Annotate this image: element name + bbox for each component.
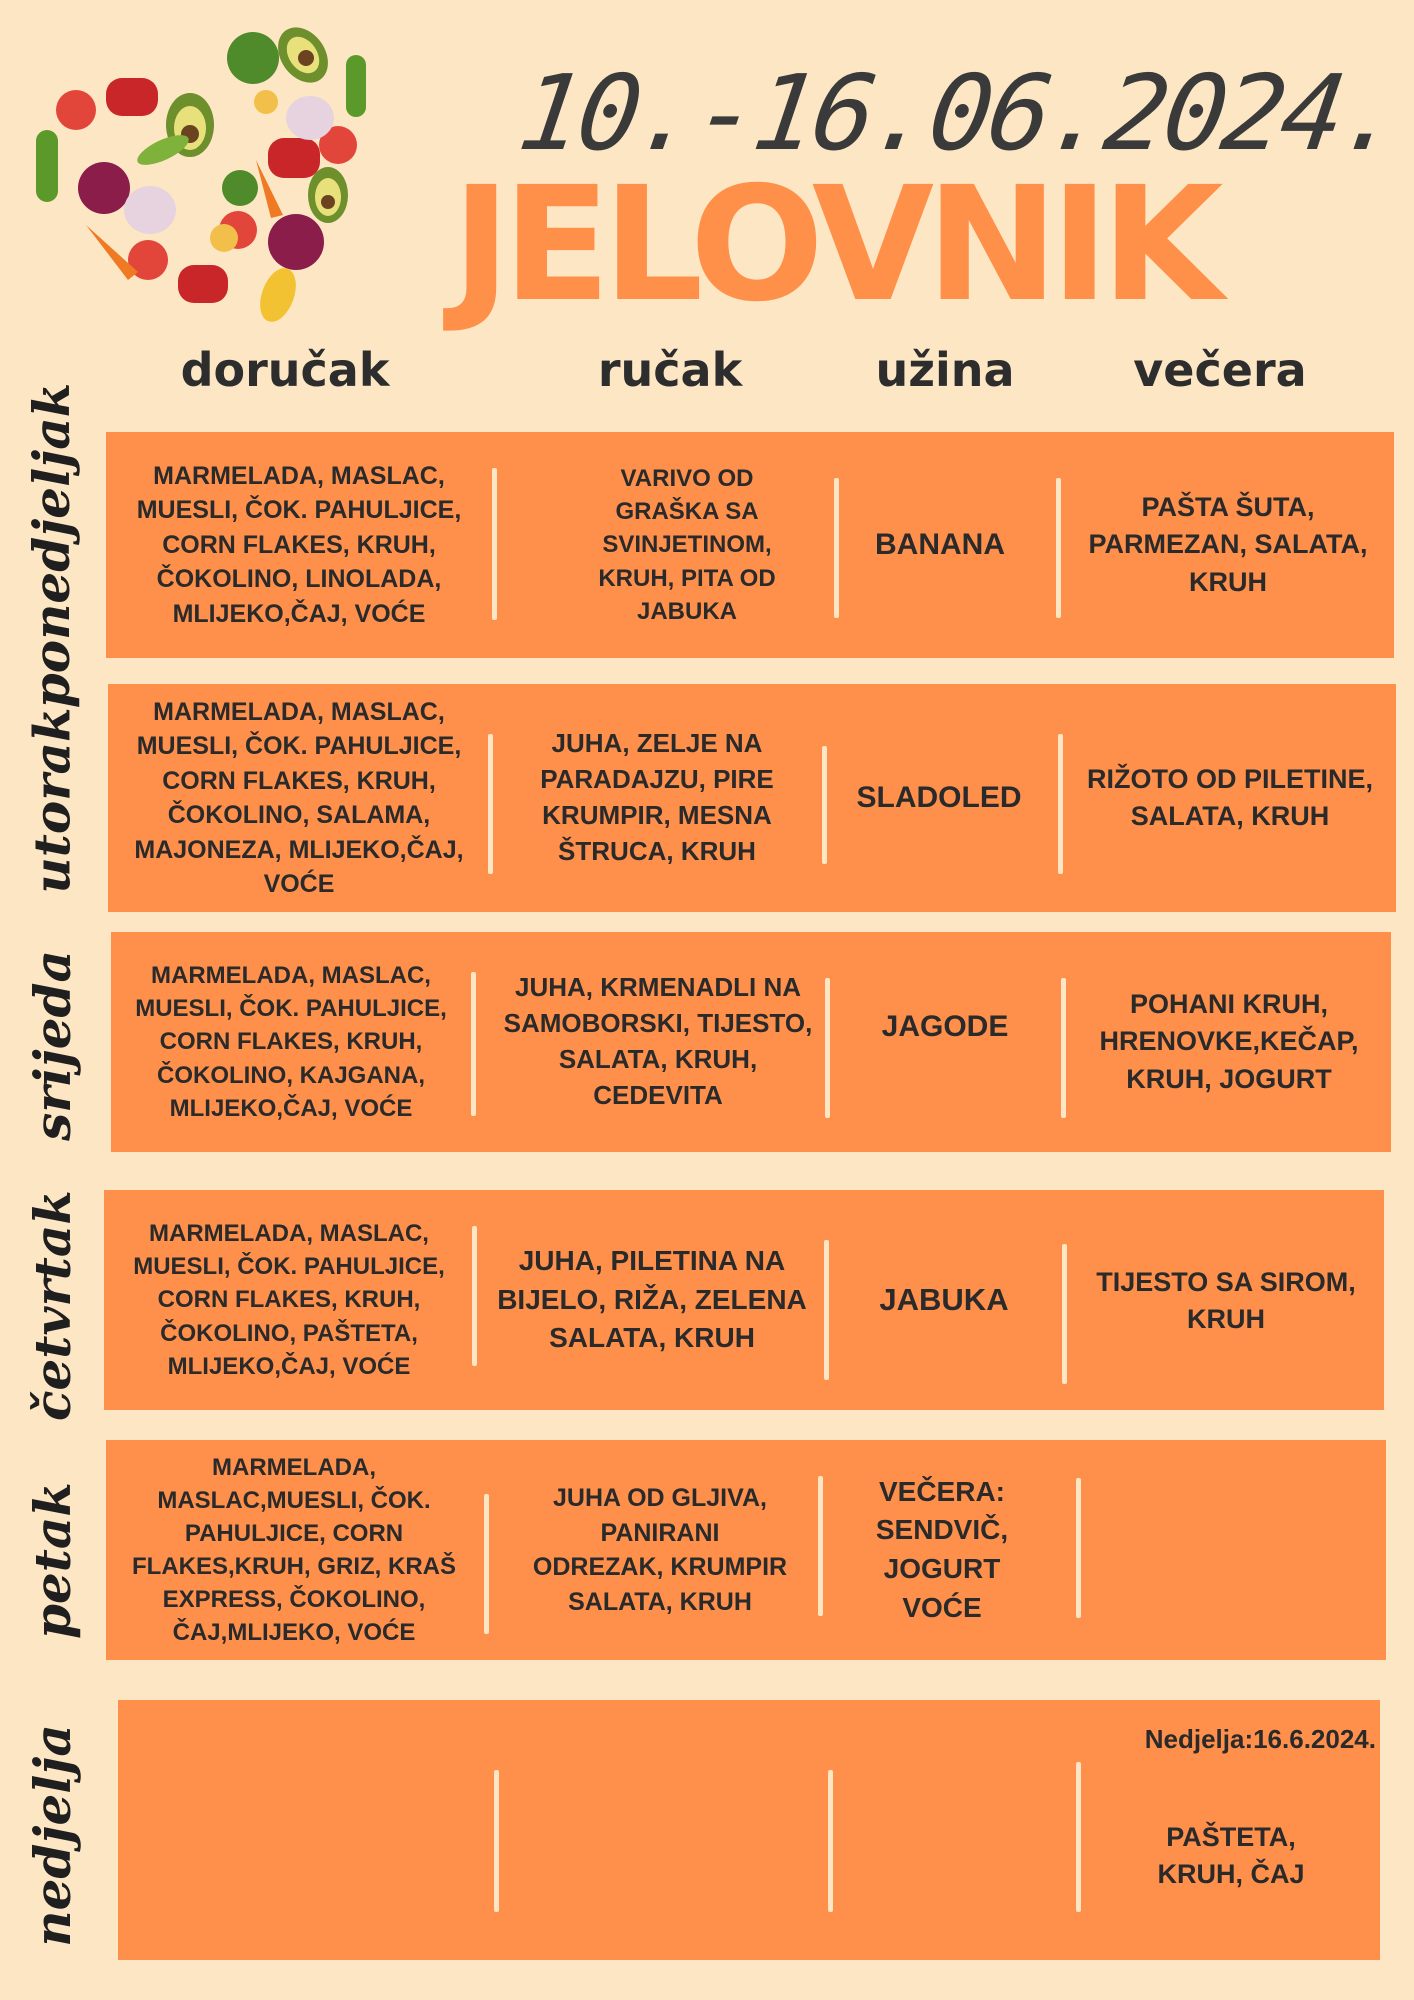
- tomato-icon: [56, 90, 96, 130]
- lunch-cell: JUHA OD GLJIVA, PANIRANI ODREZAK, KRUMPIR SALATA, KRUH: [532, 1484, 788, 1616]
- dinner-cell: POHANI KRUH, HRENOVKE,KEČAP, KRUH, JOGURT: [1099, 989, 1359, 1094]
- menu-row-sunday: [118, 1700, 1380, 1960]
- day-name: srijeda: [22, 949, 82, 1141]
- lunch-cell: JUHA, ZELJE NA PARADAJZU, PIRE KRUMPIR, MESNA ŠTRUCA, KRUH: [540, 728, 774, 866]
- snack-cell: SLADOLED: [856, 781, 1022, 815]
- date-range: 10.-16.06.2024.: [511, 52, 1408, 174]
- dinner-cell: PAŠTETA, KRUH, ČAJ: [1157, 1821, 1305, 1889]
- pepper-icon: [106, 78, 158, 116]
- day-name: petak: [22, 1481, 82, 1639]
- column-divider: [1076, 1478, 1081, 1618]
- column-divider: [1076, 1762, 1081, 1912]
- broccoli-icon: [227, 32, 279, 84]
- menu-row-thursday: [104, 1190, 1384, 1410]
- breakfast-cell: MARMELADA, MASLAC, MUESLI, ČOK. PAHULJICE, CORN FLAKES, KRUH, ČOKOLINO, PAŠTETA, MLIJEKO,ČAJ, VOĆE: [133, 1220, 445, 1380]
- column-divider: [818, 1476, 823, 1616]
- garlic-icon: [286, 96, 334, 140]
- snack-cell: VEČERA: SENDVIČ, JOGURT VOĆE: [875, 1475, 1009, 1623]
- day-label-thursday: [0, 1180, 104, 1430]
- snack-cell: BANANA: [875, 528, 1005, 562]
- dinner-cell: PAŠTA ŠUTA, PARMEZAN, SALATA, KRUH: [1088, 492, 1368, 597]
- pepper-icon: [268, 138, 320, 178]
- day-name: utorak: [22, 706, 82, 894]
- column-divider: [834, 478, 839, 618]
- day-name: nedjelja: [22, 1723, 82, 1947]
- corn-icon: [253, 263, 302, 327]
- day-label-wednesday: [0, 930, 104, 1160]
- column-divider: [1062, 1244, 1067, 1384]
- column-header-snack: užina: [875, 343, 1015, 397]
- pasta-icon: [210, 224, 238, 252]
- breakfast-cell: MARMELADA, MASLAC, MUESLI, ČOK. PAHULJICE, CORN FLAKES, KRUH, ČOKOLINO, KAJGANA, MLIJEKO,ČAJ, VOĆE: [135, 962, 447, 1122]
- sunday-date-note: Nedjelja:16.6.2024.: [1144, 1724, 1376, 1754]
- beet-icon: [268, 214, 324, 270]
- breakfast-cell: [118, 1700, 494, 1960]
- menu-row-tuesday: [108, 684, 1396, 912]
- column-divider: [825, 978, 830, 1118]
- dinner-cell: [1086, 1440, 1382, 1660]
- breakfast-cell: MARMELADA, MASLAC,MUESLI, ČOK. PAHULJICE, CORN FLAKES,KRUH, GRIZ, KRAŠ EXPRESS, ČOKOLINO, ČAJ,MLIJEKO, VOĆE: [132, 1453, 456, 1647]
- snack-cell: [838, 1700, 1074, 1960]
- breakfast-cell: MARMELADA, MASLAC, MUESLI, ČOK. PAHULJICE, CORN FLAKES, KRUH, ČOKOLINO, SALAMA, MAJONEZA, MLIJEKO,ČAJ, VOĆE: [134, 697, 464, 898]
- snack-cell: JAGODE: [881, 1010, 1009, 1043]
- avocado-pit: [298, 50, 314, 66]
- column-divider: [484, 1494, 489, 1634]
- day-label-tuesday: [0, 680, 104, 920]
- cucumber-icon: [346, 55, 366, 117]
- column-divider: [488, 734, 493, 874]
- column-divider: [828, 1770, 833, 1912]
- day-label-monday: [0, 382, 104, 708]
- menu-row-friday: [106, 1440, 1386, 1660]
- breakfast-cell: MARMELADA, MASLAC, MUESLI, ČOK. PAHULJICE, CORN FLAKES, KRUH, ČOKOLINO, LINOLADA, MLIJEKO,ČAJ, VOĆE: [136, 461, 462, 628]
- column-divider: [822, 746, 827, 864]
- day-name: ponedjeljak: [22, 382, 82, 708]
- avocado-pit: [321, 195, 335, 209]
- cucumber-icon: [36, 130, 58, 202]
- garlic-icon: [124, 186, 176, 234]
- column-header-lunch: ručak: [597, 343, 743, 397]
- day-label-friday: [0, 1440, 104, 1680]
- column-divider: [494, 1770, 499, 1912]
- pasta-icon: [254, 90, 278, 114]
- day-label-sunday: [0, 1700, 104, 1970]
- lunch-cell: JUHA, KRMENADLI NA SAMOBORSKI, TIJESTO, SALATA, KRUH, CEDEVITA: [503, 972, 813, 1110]
- lunch-cell: [504, 1700, 828, 1960]
- vegetable-heart-logo: [28, 10, 368, 330]
- column-divider: [1056, 478, 1061, 618]
- page-title: JELOVNIK: [452, 153, 1216, 337]
- column-divider: [824, 1240, 829, 1380]
- lunch-cell: VARIVO OD GRAŠKA SA SVINJETINOM, KRUH, PITA OD JABUKA: [598, 465, 776, 625]
- column-divider: [492, 468, 497, 620]
- pepper-icon: [178, 265, 228, 303]
- menu-row-wednesday: [111, 932, 1391, 1152]
- column-header-dinner: večera: [1133, 343, 1307, 397]
- menu-row-monday: [106, 432, 1394, 658]
- dinner-cell: TIJESTO SA SIROM, KRUH: [1096, 1267, 1356, 1335]
- snack-cell: JABUKA: [879, 1281, 1009, 1317]
- column-divider: [1058, 734, 1063, 874]
- dinner-cell: RIŽOTO OD PILETINE, SALATA, KRUH: [1086, 763, 1374, 831]
- lunch-cell: JUHA, PILETINA NA BIJELO, RIŽA, ZELENA SALATA, KRUH: [497, 1245, 807, 1354]
- column-header-breakfast: doručak: [180, 343, 390, 397]
- broccoli-icon: [222, 170, 258, 206]
- column-divider: [1061, 978, 1066, 1118]
- beet-icon: [78, 162, 130, 214]
- day-name: četvrtak: [22, 1189, 82, 1421]
- column-divider: [472, 1226, 477, 1366]
- column-divider: [471, 972, 476, 1116]
